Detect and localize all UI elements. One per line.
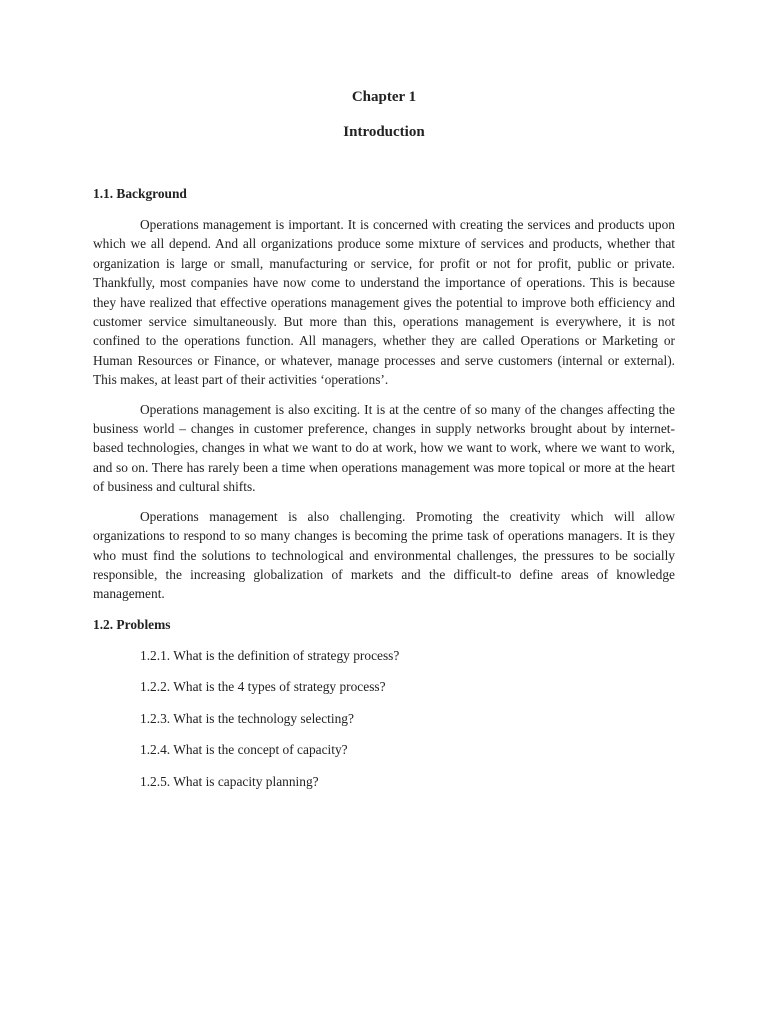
problem-item: 1.2.5. What is capacity planning? bbox=[140, 773, 319, 789]
background-paragraph: Operations management is important. It is concerned with creating the services and products upon which we all depend. And all organizations produce some mixture of services and products, whether that organization is large or small, manufacturing or service, for profit or not for profit, public or private. Thankfully, most companies have now come to understand the importance of operations. This is because they have realized that effective operations management gives the potential to improve both efficiency and customer service simultaneously. But more than this, operations management is everywhere, it is not confined to the operations function. All managers, whether they are called Operations or Marketing or Human Resources or Finance, or whatever, manage processes and serve customers (internal or external). This makes, at least part of their activities ‘operations’. bbox=[93, 217, 675, 388]
problem-item: 1.2.3. What is the technology selecting? bbox=[140, 710, 354, 726]
chapter-title: Introduction bbox=[343, 124, 425, 140]
background-paragraph: Operations management is also challenging. Promoting the creativity which will allow organizations to respond to so many changes is becoming the prime task of operations managers. It is they who must find the solutions to technological and environmental challenges, the pressures to be socially responsible, the increasing globalization of markets and the difficult-to define areas of knowledge management. bbox=[93, 508, 675, 602]
problem-list bbox=[93, 646, 675, 791]
section-heading-background: 1.1. Background bbox=[93, 186, 187, 201]
problem-item: 1.2.4. What is the concept of capacity? bbox=[140, 742, 348, 758]
section-heading-problems: 1.2. Problems bbox=[93, 616, 171, 632]
problem-item: 1.2.2. What is the 4 types of strategy process? bbox=[140, 679, 386, 695]
background-paragraph: Operations management is also exciting. It is at the centre of so many of the changes affecting the business world – changes in customer preference, changes in supply networks brought about by internet-based technologies, changes in what we want to do at work, how we want to work, where we want to work, and so on. There has rarely been a time when operations management was more topical or more at the heart of business and cultural shifts. bbox=[93, 401, 675, 495]
document-page bbox=[93, 86, 675, 791]
chapter-number: Chapter 1 bbox=[351, 89, 417, 105]
problem-item: 1.2.1. What is the definition of strategy process? bbox=[140, 647, 400, 663]
